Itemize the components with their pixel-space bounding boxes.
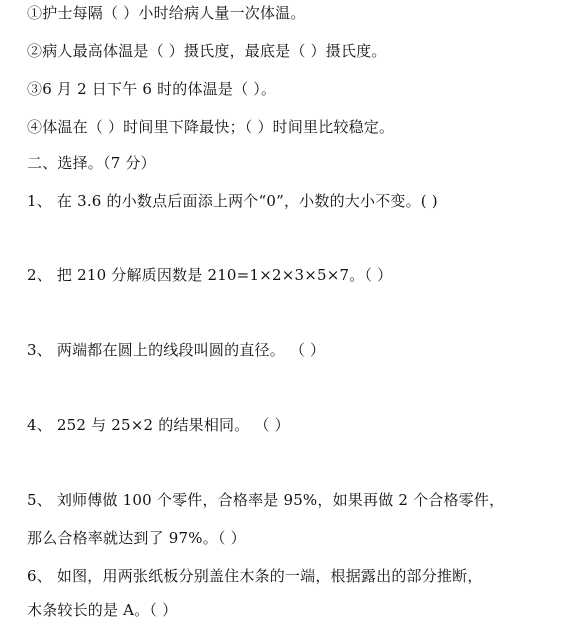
question-5-line-2: 那么合格率就达到了 97%。（ ） [27, 529, 246, 547]
question-3: 3、 两端都在圆上的线段叫圆的直径。 （ ） [27, 341, 326, 359]
question-4: 4、 252 与 25×2 的结果相同。 （ ） [27, 416, 290, 434]
question-2: 2、 把 210 分解质因数是 210=1×2×3×5×7。（ ） [27, 266, 393, 284]
question-6-line-2: 木条较长的是 A。（ ） [27, 601, 178, 619]
question-1: 1、 在 3.6 的小数点后面添上两个“0”，小数的大小不变。( ) [27, 192, 438, 210]
fill-in-item-1: ①护士每隔（ ）小时给病人量一次体温。 [27, 4, 306, 22]
fill-in-item-3: ③6 月 2 日下午 6 时的体温是（ ）。 [27, 80, 277, 98]
question-6-line-1: 6、 如图，用两张纸板分别盖住木条的一端，根据露出的部分推断， [27, 567, 483, 585]
fill-in-item-2: ②病人最高体温是（ ）摄氏度，最底是（ ）摄氏度。 [27, 42, 387, 60]
question-5-line-1: 5、 刘师傅做 100 个零件，合格率是 95%，如果再做 2 个合格零件， [27, 491, 505, 509]
section-heading-choice: 二、选择。（7 分） [27, 154, 156, 172]
fill-in-item-4: ④体温在（ ）时间里下降最快；（ ）时间里比较稳定。 [27, 118, 395, 136]
